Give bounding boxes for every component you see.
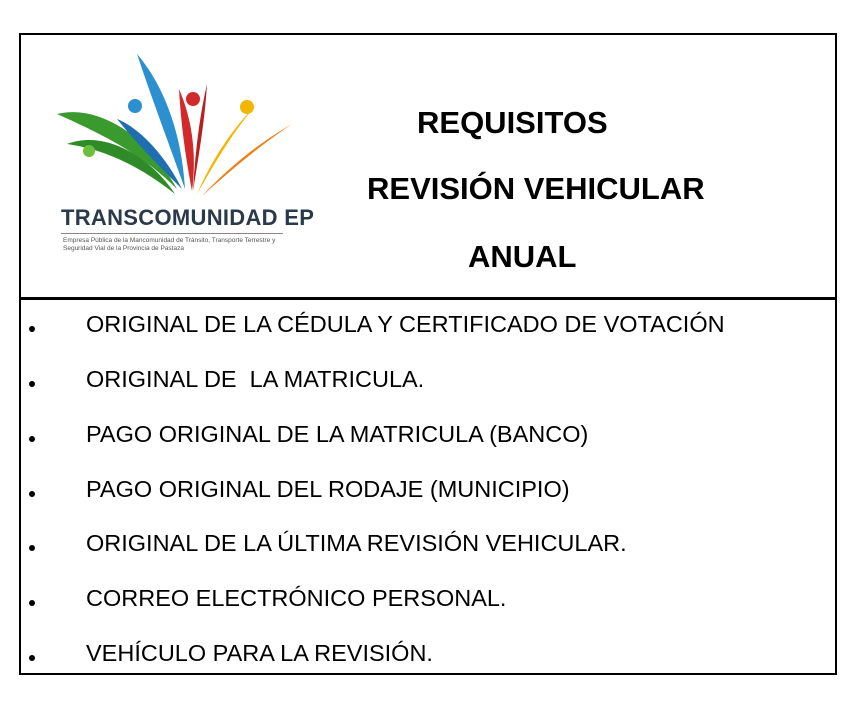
list-item-text: ORIGINAL DE LA MATRICULA. bbox=[86, 366, 425, 392]
list-item-text: VEHÍCULO PARA LA REVISIÓN. bbox=[86, 640, 433, 666]
bullet-icon bbox=[29, 655, 35, 661]
title-line-1: REQUISITOS bbox=[417, 105, 608, 140]
bullet-icon bbox=[29, 381, 35, 387]
list-item-text: PAGO ORIGINAL DE LA MATRICULA (BANCO) bbox=[86, 421, 589, 447]
bullet-icon bbox=[29, 545, 35, 551]
logo-name: TRANSCOMUNIDAD EP bbox=[61, 205, 315, 230]
logo-emblem-icon bbox=[57, 49, 297, 219]
header-section bbox=[21, 35, 835, 300]
requirements-sheet bbox=[19, 33, 837, 675]
list-item-text: PAGO ORIGINAL DEL RODAJE (MUNICIPIO) bbox=[86, 476, 570, 502]
list-item bbox=[21, 476, 835, 516]
list-item bbox=[21, 640, 835, 680]
list-item bbox=[21, 585, 835, 625]
title-line-2: REVISIÓN VEHICULAR bbox=[367, 171, 705, 206]
list-item-text: ORIGINAL DE LA CÉDULA Y CERTIFICADO DE VOTACIÓN bbox=[86, 311, 725, 337]
logo-divider bbox=[61, 233, 283, 234]
bullet-icon bbox=[29, 491, 35, 497]
logo-subtitle: Empresa Pública de la Mancomunidad de Tránsito, Transporte Terrestre y Seguridad Vial de la Provincia de Pastaza bbox=[63, 237, 276, 252]
list-item-text: ORIGINAL DE LA ÚLTIMA REVISIÓN VEHICULAR. bbox=[86, 530, 627, 556]
list-item bbox=[21, 366, 835, 406]
bullet-icon bbox=[29, 326, 35, 332]
list-item bbox=[21, 421, 835, 461]
list-item bbox=[21, 530, 835, 570]
list-item bbox=[21, 311, 835, 351]
bullet-icon bbox=[29, 600, 35, 606]
bullet-icon bbox=[29, 436, 35, 442]
title-line-3: ANUAL bbox=[468, 239, 577, 274]
list-item-text: CORREO ELECTRÓNICO PERSONAL. bbox=[86, 585, 507, 611]
